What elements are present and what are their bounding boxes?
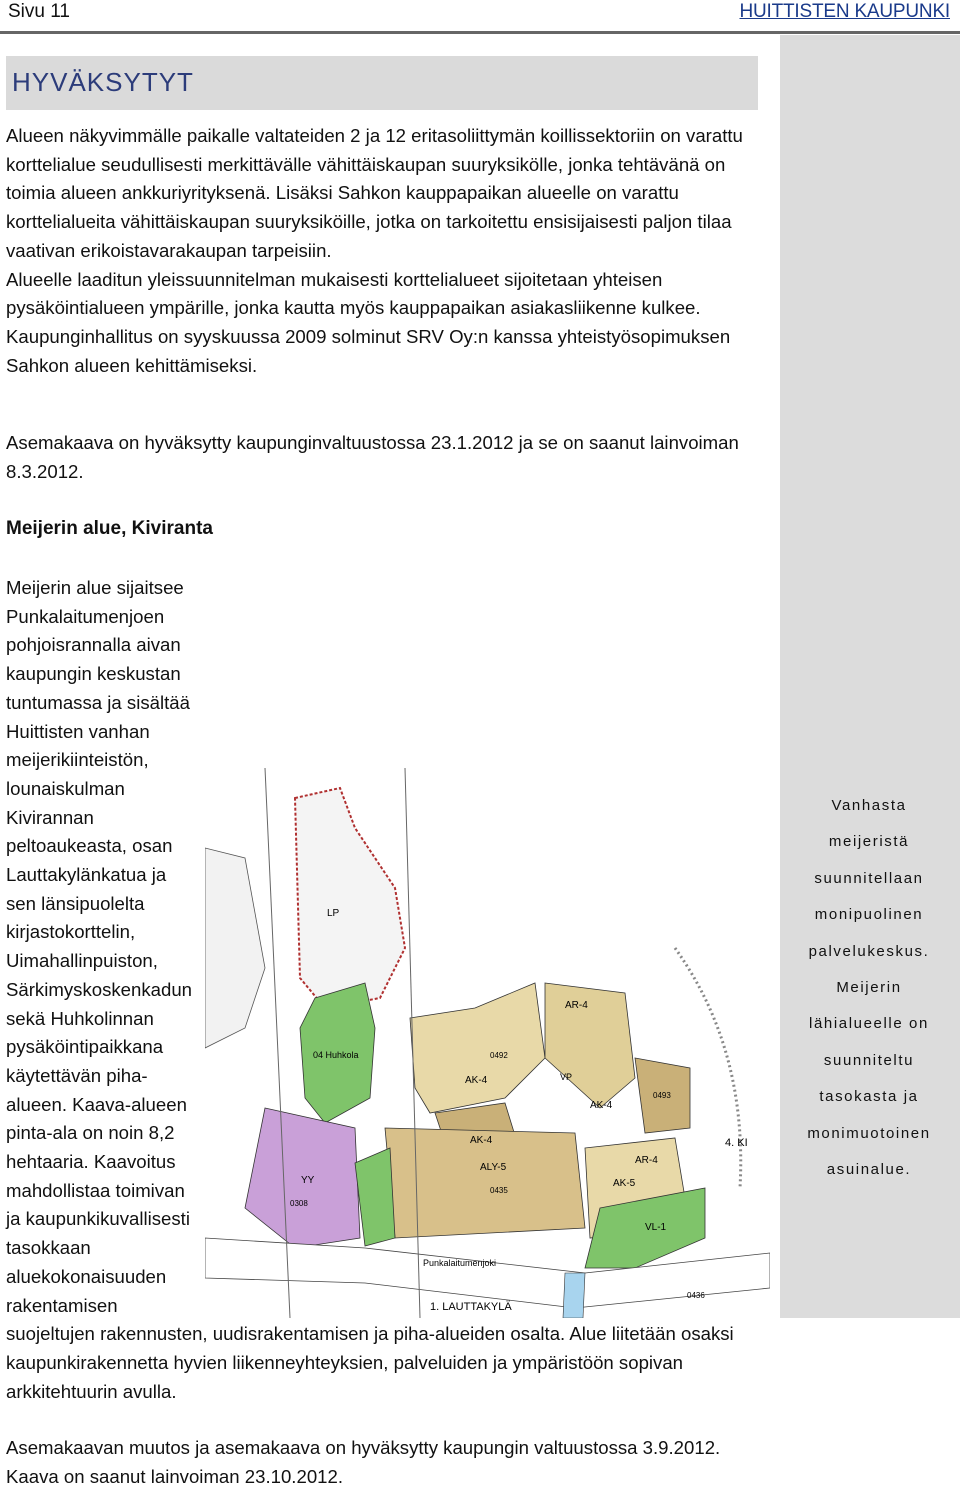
intro-text: [6, 122, 754, 380]
label-lauttakyla: 1. LAUTTAKYLÄ: [430, 1301, 512, 1313]
subheading: Meijerin alue, Kiviranta: [6, 518, 213, 539]
label-ak5: AK-5: [613, 1178, 636, 1189]
label-0492: 0492: [490, 1051, 508, 1060]
intro-paragraph-1: Alueen näkyvimmälle paikalle valtateiden 2 ja 12 eritasoliittymän koillissektoriin on varattu korttelialue seudullisesti merkittävälle vähittäiskaupan suuryksikölle, jonka tehtävänä on toimia alueen ankkuriyrityksenä. Lisäksi Sahkon kauppapaikan alueelle on varattu korttelialueita vähittäiskaupan suuryksiköille, jotka on tarkoitettu ensisijaisesti paljon tilaa vaativan erikoistavarakaupan tarpeisiin.: [6, 125, 743, 261]
header-divider: [0, 31, 960, 34]
approval-text: Asemakaava on hyväksytty kaupunginvaltuustossa 23.1.2012 ja se on saanut lainvoiman 8.3.2012.: [6, 432, 739, 482]
meijeri-paragraph: Meijerin alue sijaitsee Punkalaitumenjoen pohjoisrannalla aivan kaupungin keskustan tuntumassa ja sisältää Huittisten vanhan meijerikiinteistön, lounaiskulman Kivirannan peltoaukeasta, osan Lauttakylänkatua ja sen länsipuolelta kirjastokorttelin, Uimahallinpuiston, Särkimyskoskenkadun sekä Huhkolinnan pysäköintipaikkana käytettävän piha-alueen. Kaava-alueen pinta-ala on noin 8,2 hehtaaria. Kaavoitus mahdollistaa toimivan ja kaupunkikuvallisesti tasokkaan aluekokonaisuuden rakentamisen suojeltujen rakennusten, uudisrakentamisen ja piha-alueiden osalta. Alue liitetään osaksi kaupunkirakennetta hyvien liikenneyhteyksien, palveluiden ja ympäristöön sopivan arkkitehtuurin avulla.: [6, 577, 734, 1402]
label-0435: 0435: [490, 1186, 508, 1195]
label-ar4-b: AR-4: [635, 1155, 658, 1166]
label-huhkola: 04 Huhkola: [313, 1050, 359, 1060]
header-title: HUITTISTEN KAUPUNKI: [739, 1, 950, 22]
page-number: Sivu 11: [8, 1, 70, 22]
section-title: HYVÄKSYTYT: [12, 67, 194, 97]
label-yy: YY: [301, 1175, 315, 1186]
label-aly5: ALY-5: [480, 1162, 507, 1173]
label-ak4-b: AK-4: [470, 1135, 493, 1146]
label-lp: LP: [327, 908, 340, 919]
intro-paragraph-2: Alueelle laaditun yleissuunnitelman mukaisesti korttelialueet sijoitetaan yhteisen pysäköintialueen ympärille, jonka kautta myös kauppapaikan asiakasliikenne kulkee. Kaupunginhallitus on syyskuussa 2009 solminut SRV Oy:n kanssa yhteistyösopimuksen Sahkon alueen kehittämiseksi.: [6, 268, 731, 376]
label-ak4-a: AK-4: [465, 1075, 488, 1086]
label-vl1: VL-1: [645, 1222, 667, 1233]
label-ak4-c: AK-4: [590, 1100, 613, 1111]
label-0493: 0493: [653, 1091, 671, 1100]
label-vp: VP: [560, 1072, 573, 1082]
label-0308: 0308: [290, 1199, 308, 1208]
label-ki: 4. KI: [725, 1137, 748, 1149]
meijeri-approval: Asemakaavan muutos ja asemakaava on hyväksytty kaupungin valtuustossa 3.9.2012. Kaava on saanut lainvoiman 23.10.2012.: [6, 1437, 721, 1488]
water-strip: [563, 1273, 585, 1318]
sidebar-caption: Vanhasta meijeristä suunnitellaan monipuolinen palvelukeskus. Meijerin lähialueelle on suunniteltu tasokasta ja monimuotoinen asuinalue.: [807, 797, 931, 1179]
label-0436: 0436: [687, 1291, 705, 1300]
label-river: Punkalaitumenjoki: [423, 1258, 497, 1268]
zoning-map: [205, 768, 770, 1318]
label-ar4-a: AR-4: [565, 1000, 588, 1011]
